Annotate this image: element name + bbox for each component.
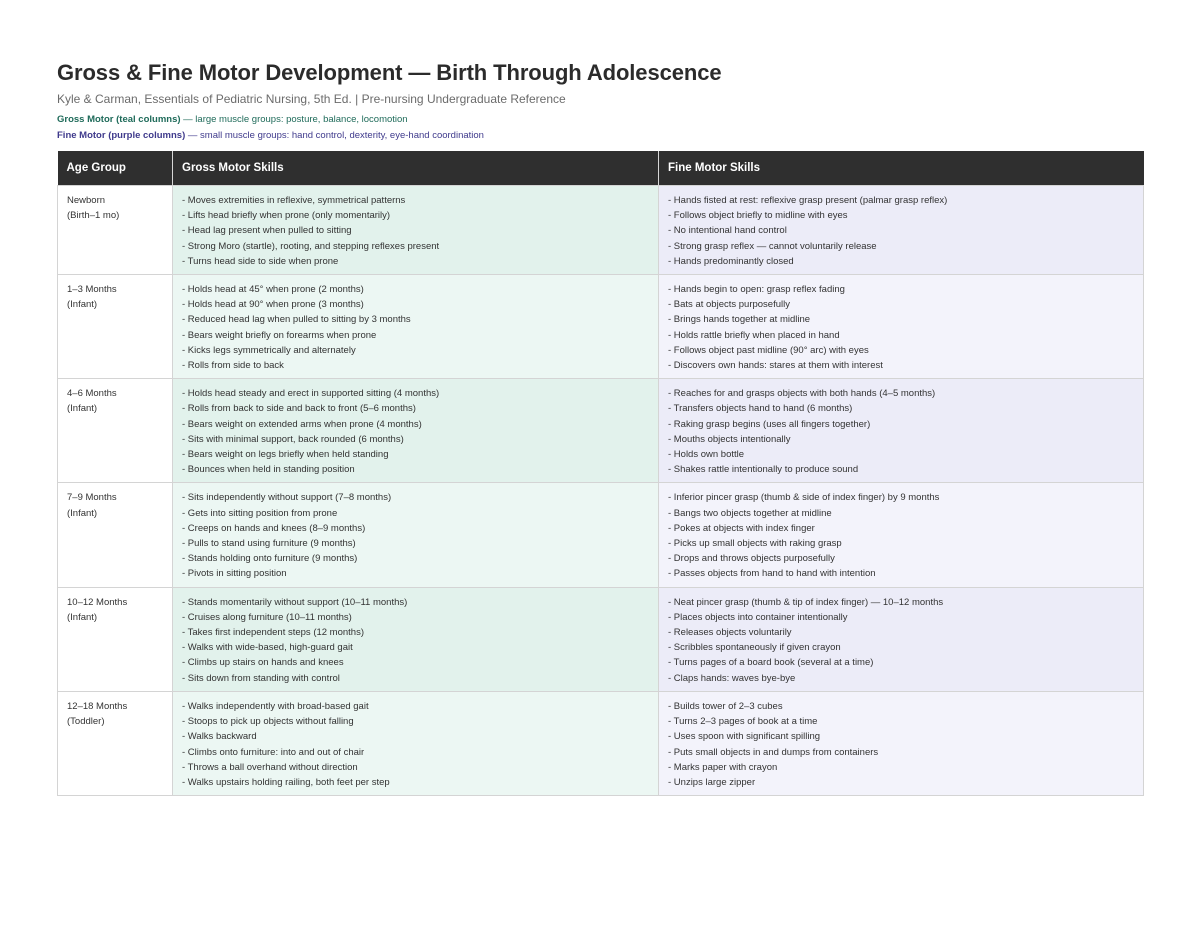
gross-motor-skill-item: - Holds head at 45° when prone (2 months) [182, 284, 364, 296]
fine-motor-skill-item: - Neat pincer grasp (thumb & tip of index finger) — 10–12 months [668, 596, 944, 608]
age-group-label: 10–12 Months [67, 596, 128, 608]
gross-motor-skill-item: - Stands momentarily without support (10–11 months) [182, 596, 408, 608]
gross-motor-skill-item: - Strong Moro (startle), rooting, and stepping reflexes present [182, 240, 440, 252]
table-row [58, 379, 1144, 483]
fine-motor-skill-item: - Drops and throws objects purposefully [668, 553, 835, 565]
column-header-age-group: Age Group [58, 151, 173, 186]
gross-motor-skill-item: - Lifts head briefly when prone (only momentarily) [182, 210, 391, 222]
fine-motor-skill-item: - Pokes at objects with index finger [668, 522, 815, 534]
fine-motor-skill-item: - Picks up small objects with raking grasp [668, 538, 842, 550]
gross-motor-skill-item: - Stands holding onto furniture (9 months) [182, 553, 358, 565]
fine-motor-skill-item: - Claps hands: waves bye-bye [668, 672, 796, 684]
gross-motor-skill-item: - Walks backward [182, 731, 257, 743]
table-header-row [58, 151, 1144, 186]
fine-motor-cell [659, 275, 1144, 379]
legend-fine-text: — small muscle groups: hand control, dexterity, eye-hand coordination [185, 130, 484, 141]
legend-gross-label: Gross Motor (teal columns) [57, 114, 181, 125]
fine-motor-skill-item: - Unzips large zipper [668, 776, 756, 788]
age-group-label: Newborn [67, 195, 106, 206]
gross-motor-skill-item: - Holds head at 90° when prone (3 months) [182, 299, 364, 311]
gross-motor-skill-item: - Pivots in sitting position [182, 568, 287, 580]
document-page [57, 58, 1143, 796]
legend-gross-motor [57, 113, 1143, 126]
gross-motor-skill-item: - Kicks legs symmetrically and alternately [182, 344, 356, 356]
fine-motor-skill-item: - Places objects into container intentionally [668, 611, 848, 623]
age-group-label: 1–3 Months [67, 284, 117, 296]
fine-motor-cell [659, 379, 1144, 483]
table-row [58, 275, 1144, 379]
age-group-stage: (Toddler) [67, 716, 105, 728]
gross-motor-skill-item: - Reduced head lag when pulled to sitting by 3 months [182, 314, 411, 326]
age-group-cell [58, 275, 173, 379]
gross-motor-skill-item: - Climbs onto furniture: into and out of chair [182, 746, 365, 758]
gross-motor-skill-item: - Bears weight briefly on forearms when prone [182, 329, 377, 341]
fine-motor-skill-item: - Inferior pincer grasp (thumb & side of index finger) by 9 months [668, 492, 940, 504]
legend-gross-text: — large muscle groups: posture, balance, locomotion [180, 114, 408, 125]
age-group-stage: (Infant) [67, 299, 98, 311]
fine-motor-skill-item: - Bats at objects purposefully [668, 299, 790, 311]
age-group-stage: (Infant) [67, 611, 98, 623]
gross-motor-cell [173, 379, 659, 483]
column-header-gross-motor: Gross Motor Skills [173, 151, 659, 186]
fine-motor-skill-item: - Hands begin to open: grasp reflex fading [668, 284, 845, 296]
age-group-cell [58, 379, 173, 483]
fine-motor-skill-item: - Passes objects from hand to hand with intention [668, 568, 876, 580]
gross-motor-skill-item: - Pulls to stand using furniture (9 months) [182, 538, 356, 550]
fine-motor-skill-item: - Uses spoon with significant spilling [668, 731, 821, 743]
table-row [58, 483, 1144, 587]
age-group-cell [58, 587, 173, 691]
gross-motor-cell [173, 691, 659, 795]
fine-motor-skill-item: - Holds own bottle [668, 449, 745, 461]
fine-motor-skill-item: - Follows object briefly to midline with eyes [668, 210, 848, 222]
age-group-label: 12–18 Months [67, 700, 128, 712]
fine-motor-skill-item: - Hands fisted at rest: reflexive grasp present (palmar grasp reflex) [668, 195, 948, 206]
gross-motor-skill-item: - Sits with minimal support, back rounded (6 months) [182, 433, 404, 445]
age-group-stage: (Birth–1 mo) [67, 210, 120, 222]
gross-motor-skill-item: - Cruises along furniture (10–11 months) [182, 611, 352, 623]
legend-fine-motor [57, 129, 1143, 142]
table-row [58, 587, 1144, 691]
gross-motor-cell [173, 275, 659, 379]
fine-motor-skill-item: - Turns 2–3 pages of book at a time [668, 716, 818, 728]
gross-motor-skill-item: - Walks with wide-based, high-guard gait [182, 642, 353, 654]
gross-motor-skill-item: - Stoops to pick up objects without falling [182, 716, 354, 728]
gross-motor-skill-item: - Creeps on hands and knees (8–9 months) [182, 522, 366, 534]
gross-motor-skill-item: - Holds head steady and erect in supported sitting (4 months) [182, 388, 440, 400]
gross-motor-skill-item: - Bears weight on legs briefly when held standing [182, 449, 389, 461]
gross-motor-skill-item: - Bounces when held in standing position [182, 464, 355, 476]
fine-motor-skill-item: - Discovers own hands: stares at them with interest [668, 360, 883, 372]
gross-motor-cell [173, 186, 659, 275]
fine-motor-cell [659, 483, 1144, 587]
page-subtitle: Kyle & Carman, Essentials of Pediatric Nursing, 5th Ed. | Pre-nursing Undergraduate Reference [57, 92, 566, 106]
fine-motor-skill-item: - Turns pages of a board book (several at a time) [668, 657, 874, 669]
fine-motor-cell [659, 587, 1144, 691]
gross-motor-skill-item: - Walks independently with broad-based gait [182, 700, 369, 712]
fine-motor-skill-item: - Follows object past midline (90° arc) with eyes [668, 344, 869, 356]
age-group-stage: (Infant) [67, 403, 98, 415]
gross-motor-skill-item: - Takes first independent steps (12 months) [182, 627, 365, 639]
fine-motor-cell [659, 691, 1144, 795]
age-group-cell [58, 691, 173, 795]
age-group-cell [58, 483, 173, 587]
gross-motor-skill-item: - Climbs up stairs on hands and knees [182, 657, 344, 669]
fine-motor-skill-item: - Strong grasp reflex — cannot voluntarily release [668, 240, 877, 252]
gross-motor-skill-item: - Throws a ball overhand without direction [182, 761, 358, 773]
gross-motor-skill-item: - Rolls from side to back [182, 360, 284, 372]
motor-development-table [57, 151, 1144, 796]
fine-motor-skill-item: - Shakes rattle intentionally to produce sound [668, 464, 859, 476]
fine-motor-skill-item: - Releases objects voluntarily [668, 627, 792, 639]
gross-motor-skill-item: - Head lag present when pulled to sitting [182, 225, 352, 237]
gross-motor-skill-item: - Sits down from standing with control [182, 672, 340, 684]
fine-motor-skill-item: - Builds tower of 2–3 cubes [668, 700, 783, 712]
fine-motor-skill-item: - Brings hands together at midline [668, 314, 811, 326]
table-body [58, 186, 1144, 796]
table-row [58, 691, 1144, 795]
fine-motor-skill-item: - Hands predominantly closed [668, 255, 794, 267]
fine-motor-skill-item: - Scribbles spontaneously if given crayon [668, 642, 841, 654]
fine-motor-skill-item: - Marks paper with crayon [668, 761, 778, 773]
column-header-fine-motor: Fine Motor Skills [659, 151, 1144, 186]
fine-motor-skill-item: - Holds rattle briefly when placed in hand [668, 329, 840, 341]
age-group-label: 7–9 Months [67, 492, 117, 504]
fine-motor-skill-item: - Reaches for and grasps objects with both hands (4–5 months) [668, 388, 936, 400]
gross-motor-skill-item: - Bears weight on extended arms when prone (4 months) [182, 418, 422, 430]
age-group-stage: (Infant) [67, 507, 98, 519]
gross-motor-skill-item: - Gets into sitting position from prone [182, 507, 338, 519]
fine-motor-cell [659, 186, 1144, 275]
gross-motor-skill-item: - Moves extremities in reflexive, symmetrical patterns [182, 195, 406, 206]
fine-motor-skill-item: - Bangs two objects together at midline [668, 507, 832, 519]
table-row [58, 186, 1144, 275]
gross-motor-cell [173, 483, 659, 587]
legend-fine-label: Fine Motor (purple columns) [57, 130, 186, 141]
gross-motor-skill-item: - Sits independently without support (7–8 months) [182, 492, 392, 504]
fine-motor-skill-item: - Puts small objects in and dumps from containers [668, 746, 879, 758]
age-group-cell [58, 186, 173, 275]
fine-motor-skill-item: - Transfers objects hand to hand (6 months) [668, 403, 853, 415]
page-title: Gross & Fine Motor Development — Birth Through Adolescence [57, 60, 722, 85]
gross-motor-skill-item: - Rolls from back to side and back to front (5–6 months) [182, 403, 416, 415]
gross-motor-cell [173, 587, 659, 691]
fine-motor-skill-item: - Mouths objects intentionally [668, 433, 791, 445]
gross-motor-skill-item: - Turns head side to side when prone [182, 255, 339, 267]
gross-motor-skill-item: - Walks upstairs holding railing, both feet per step [182, 776, 390, 788]
fine-motor-skill-item: - Raking grasp begins (uses all fingers together) [668, 418, 871, 430]
age-group-label: 4–6 Months [67, 388, 117, 400]
fine-motor-skill-item: - No intentional hand control [668, 225, 787, 237]
